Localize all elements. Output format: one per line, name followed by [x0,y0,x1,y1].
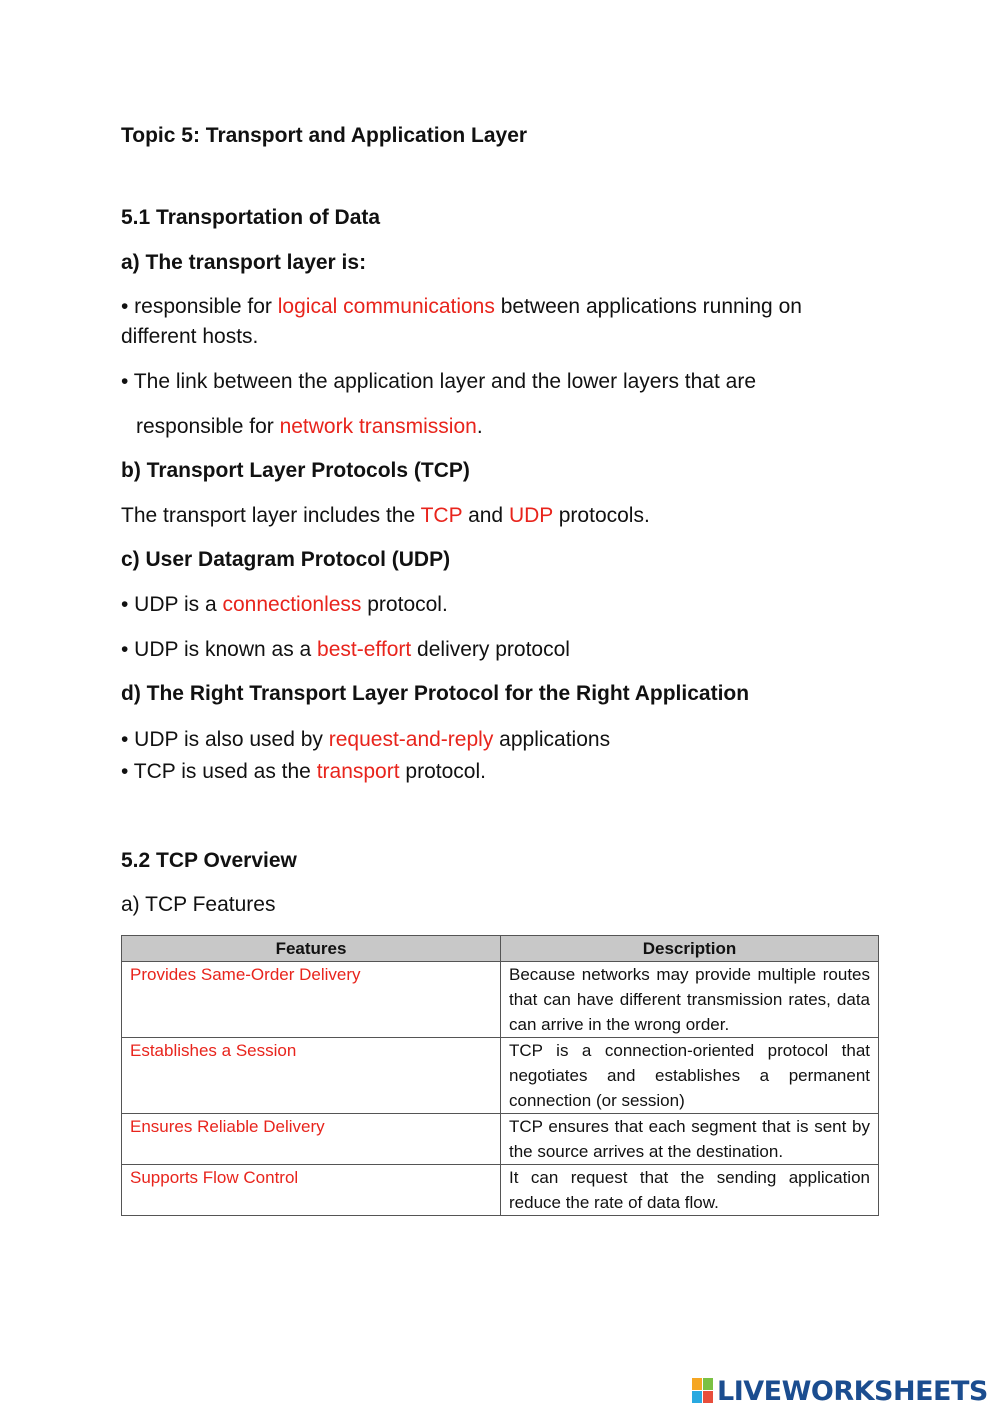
description-cell: It can request that the sending application reduce the rate of data flow. [501,1165,879,1216]
bullet-link-layers: • The link between the application layer and the lower layers that are [121,370,757,393]
tcp-features-table [121,935,879,1216]
feature-cell: Ensures Reliable Delivery [122,1114,501,1165]
subheading-d: d) The Right Transport Layer Protocol for the Right Application [121,682,750,705]
liveworksheets-logo-text: LIVEWORKSHEETS [717,1375,988,1407]
answer-best-effort: best-effort [317,638,412,661]
feature-cell: Establishes a Session [122,1038,501,1114]
bullet-transport: • TCP is used as the transport protocol. [121,760,486,783]
description-cell: Because networks may provide multiple routes that can have different transmission rates, data can arrive in the wrong order. [501,962,879,1038]
subheading-b: b) Transport Layer Protocols (TCP) [121,459,470,482]
topic-title: Topic 5: Transport and Application Layer [121,124,528,147]
answer-logical-communications: logical communications [277,295,495,318]
answer-tcp: TCP [420,504,463,527]
answer-network-transmission: network transmission [279,415,477,438]
protocols-sentence: The transport layer includes the TCP and UDP protocols. [121,504,650,527]
feature-cell: Provides Same-Order Delivery [122,962,501,1038]
liveworksheets-logo-icon [692,1378,714,1404]
table-header-features: Features [122,936,501,962]
bullet-link-layers-cont: responsible for network transmission. [136,415,483,438]
description-cell: TCP is a connection-oriented protocol that negotiates and establishes a permanent connection (or session) [501,1038,879,1114]
answer-udp: UDP [508,504,553,527]
table-row [122,1114,879,1165]
description-cell: TCP ensures that each segment that is sent by the source arrives at the destination. [501,1114,879,1165]
table-row [122,1165,879,1216]
subheading-a: a) The transport layer is: [121,251,367,274]
bullet-best-effort: • UDP is known as a best-effort delivery protocol [121,638,570,661]
bullet-logical-communications-cont: different hosts. [121,325,259,348]
bullet-request-and-reply: • UDP is also used by request-and-reply applications [121,728,611,751]
table-header-row [122,936,879,962]
section-5-1-heading: 5.1 Transportation of Data [121,206,381,229]
table-header-description: Description [501,936,879,962]
answer-request-and-reply: request-and-reply [328,728,494,751]
subheading-c: c) User Datagram Protocol (UDP) [121,548,451,571]
bullet-logical-communications: • responsible for logical communications between applications running on [121,295,802,318]
feature-cell: Supports Flow Control [122,1165,501,1216]
section-5-2-heading: 5.2 TCP Overview [121,849,297,872]
bullet-connectionless: • UDP is a connectionless protocol. [121,593,448,616]
table-row [122,962,879,1038]
table-row [122,1038,879,1114]
tcp-features-label: a) TCP Features [121,893,276,916]
answer-transport: transport [316,760,400,783]
liveworksheets-logo [692,1374,988,1408]
answer-connectionless: connectionless [222,593,362,616]
